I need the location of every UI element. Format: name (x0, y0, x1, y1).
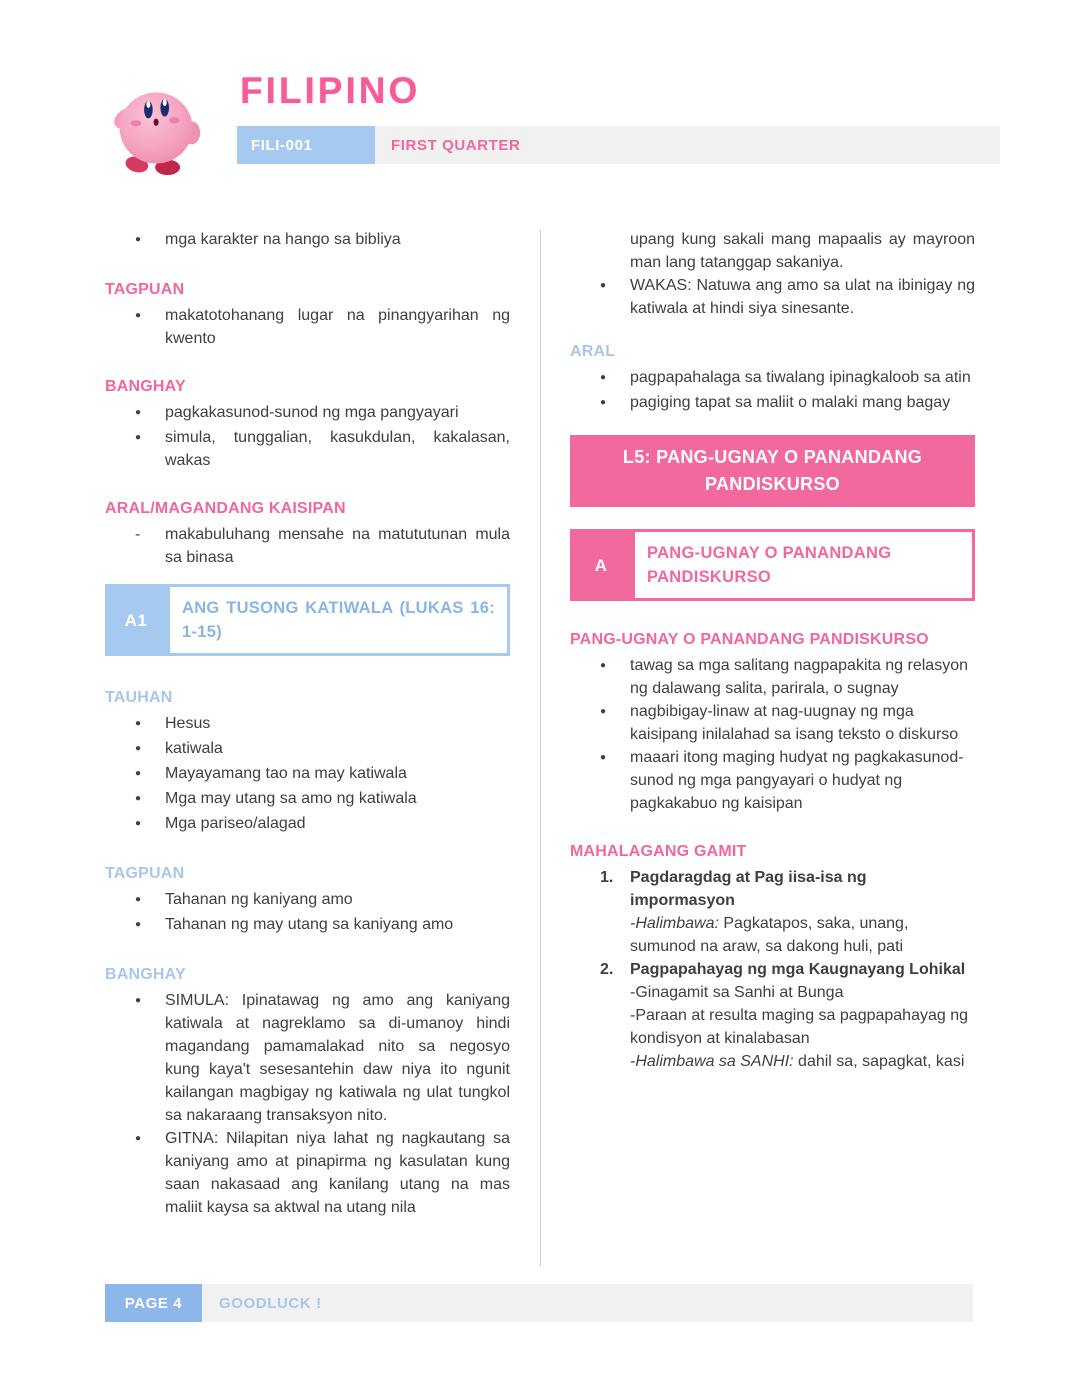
list-item-text: mga karakter na hango sa bibliya (165, 231, 401, 248)
section-tagpuan-2 (105, 862, 510, 938)
section-heading: ARAL (570, 343, 616, 360)
right-column (570, 228, 975, 1219)
detail-italic-prefix: -Halimbawa sa SANHI: (630, 1053, 794, 1070)
bullet-icon (105, 913, 165, 938)
lesson-box-a1 (105, 584, 510, 656)
item-detail (570, 912, 975, 958)
section-pang-ugnay (570, 628, 975, 815)
section-heading: MAHALAGANG GAMIT (570, 843, 747, 860)
detail-text: Pagkatapos, saka, unang, sumunod na araw, sa dakong huli, pati (630, 915, 909, 955)
section-heading: BANGHAY (105, 378, 186, 395)
list-item (105, 989, 510, 1127)
list-item-text: katiwala (165, 740, 223, 757)
section-aral (570, 340, 975, 416)
kirby-mascot-image (110, 80, 206, 176)
list-item-text: Hesus (165, 715, 211, 732)
section-mahalagang-gamit (570, 840, 975, 1073)
section-heading: TAUHAN (105, 689, 173, 706)
item-detail (570, 981, 975, 1004)
section-heading: TAGPUAN (105, 865, 185, 882)
footer-bar (105, 1284, 973, 1322)
item-number: 2. (600, 961, 614, 978)
dash-icon (105, 523, 165, 569)
list-item (105, 401, 510, 426)
list-item-text: makatotohanang lugar na pinangyarihan ng kwento (165, 307, 510, 347)
list-item-text: nagbibigay-linaw at nag-uugnay ng mga kaisipang inilalahad sa isang teksto o diskurso (630, 703, 959, 743)
list-item-text: pagiging tapat sa maliit o malaki mang bagay (630, 394, 951, 411)
section-banghay-1 (105, 375, 510, 472)
content-area (105, 228, 975, 1219)
list-item (570, 700, 975, 746)
list-item-text: Mga may utang sa amo ng katiwala (165, 790, 417, 807)
list-item-text: Tahanan ng kaniyang amo (165, 891, 353, 908)
topic-label: A (570, 529, 632, 601)
list-item-text: pagkakasunod-sunod ng mga pangyayari (165, 404, 459, 421)
header-bar (237, 126, 1000, 164)
bullet-icon (570, 746, 630, 815)
bullet-icon (105, 426, 165, 472)
list-item (105, 913, 510, 938)
bullet-icon (105, 989, 165, 1127)
list-item-text: Mayayamang tao na may katiwala (165, 765, 407, 782)
section-heading: PANG-UGNAY O PANANDANG PANDISKURSO (570, 631, 929, 648)
list-item-text: WAKAS: Natuwa ang amo sa ulat na ibinigay ng katiwala at hindi siya sinesante. (630, 277, 975, 317)
bullet-icon (570, 274, 630, 320)
detail-text: -Ginagamit sa Sanhi at Bunga (630, 984, 844, 1001)
continuation-paragraph: upang kung sakali mang mapaalis ay mayroon man lang tatanggap sakaniya. (630, 231, 975, 271)
numbered-item (570, 958, 975, 981)
page-title: FILIPINO (240, 70, 421, 111)
item-title: Pagdaragdag at Pag iisa-isa ng impormasyon (630, 869, 867, 909)
list-item-text: Mga pariseo/alagad (165, 815, 306, 832)
page-number-badge: PAGE 4 (105, 1284, 202, 1322)
item-detail (570, 1050, 975, 1073)
bullet-icon (105, 304, 165, 350)
lesson-banner-l5: L5: PANG-UGNAY O PANANDANG PANDISKURSO (570, 435, 975, 507)
quarter-label: FIRST QUARTER (391, 136, 521, 154)
list-item-text: Tahanan ng may utang sa kaniyang amo (165, 916, 454, 933)
bullet-icon (105, 401, 165, 426)
bullet-icon (570, 366, 630, 391)
bullet-icon (570, 654, 630, 700)
list-item (570, 366, 975, 391)
bullet-icon (570, 391, 630, 416)
list-item (570, 391, 975, 416)
bullet-icon (105, 1127, 165, 1219)
section-tagpuan-1 (105, 278, 510, 350)
kirby-icon (110, 80, 206, 176)
footer-note: GOODLUCK ! (219, 1294, 322, 1312)
section-heading: TAGPUAN (105, 281, 185, 298)
detail-text: -Paraan at resulta maging sa pagpapahayag ng kondisyon at kinalabasan (630, 1007, 969, 1047)
section-heading: ARAL/MAGANDANG KAISIPAN (105, 500, 346, 517)
section-tauhan (105, 686, 510, 837)
list-item (105, 812, 510, 837)
bullet-icon (105, 712, 165, 737)
list-item (570, 274, 975, 320)
item-title: Pagpapahayag ng mga Kaugnayang Lohikal (630, 961, 966, 978)
section-banghay-2 (105, 963, 510, 1219)
list-item (105, 712, 510, 737)
list-item-text: makabuluhang mensahe na matututunan mula sa binasa (165, 526, 510, 566)
topic-title: PANG-UGNAY O PANANDANG PANDISKURSO (632, 529, 975, 601)
list-item (105, 228, 510, 253)
bullet-icon (105, 762, 165, 787)
bullet-icon (105, 787, 165, 812)
list-item (105, 426, 510, 472)
detail-italic-prefix: -Halimbawa: (630, 915, 719, 932)
list-item (105, 304, 510, 350)
list-item (105, 888, 510, 913)
bullet-icon (105, 888, 165, 913)
detail-text: dahil sa, sapagkat, kasi (793, 1053, 965, 1070)
list-item (570, 654, 975, 700)
item-number: 1. (600, 869, 614, 886)
list-item (105, 1127, 510, 1219)
bullet-icon (105, 228, 165, 253)
list-item-text: tawag sa mga salitang nagpapakita ng relasyon ng dalawang salita, parirala, o sugnay (630, 657, 968, 697)
list-item-text: simula, tunggalian, kasukdulan, kakalasan, wakas (165, 429, 510, 469)
bullet-icon (105, 737, 165, 762)
left-column (105, 228, 510, 1219)
numbered-item (570, 866, 975, 912)
topic-box-a (570, 529, 975, 601)
list-item (105, 523, 510, 569)
section-heading: BANGHAY (105, 966, 186, 983)
list-item (105, 737, 510, 762)
lesson-label: A1 (105, 584, 167, 656)
list-item-text: maaari itong maging hudyat ng pagkakasunod-sunod ng mga pangyayari o hudyat ng pagkakabuo ng kaisipan (630, 749, 964, 812)
lesson-title: ANG TUSONG KATIWALA (LUKAS 16: 1-15) (167, 584, 510, 656)
item-detail (570, 1004, 975, 1050)
list-item (105, 787, 510, 812)
list-item (570, 746, 975, 815)
course-code-badge: FILI-001 (237, 126, 375, 164)
bullet-icon (570, 700, 630, 746)
list-item-text: SIMULA: Ipinatawag ng amo ang kaniyang katiwala at nagreklamo sa di-umanoy hindi magandang pamamalakad nito sa negosyo kung kaya't sesesantehin daw niya ito ngunit kailangan magbigay ng katiwala ng ulat tungkol sa nakaraang transaksyon nito. (165, 992, 510, 1124)
list-item-text: GITNA: Nilapitan niya lahat ng nagkautang sa kaniyang amo at pinapirma ng kasulatan kung saan nakasaad ang kanilang utang na mas maliit kaysa sa aktwal na utang nila (165, 1130, 510, 1216)
list-item (105, 762, 510, 787)
list-item-text: pagpapahalaga sa tiwalang ipinagkaloob sa atin (630, 369, 971, 386)
section-aral-kaisipan (105, 497, 510, 569)
bullet-icon (105, 812, 165, 837)
